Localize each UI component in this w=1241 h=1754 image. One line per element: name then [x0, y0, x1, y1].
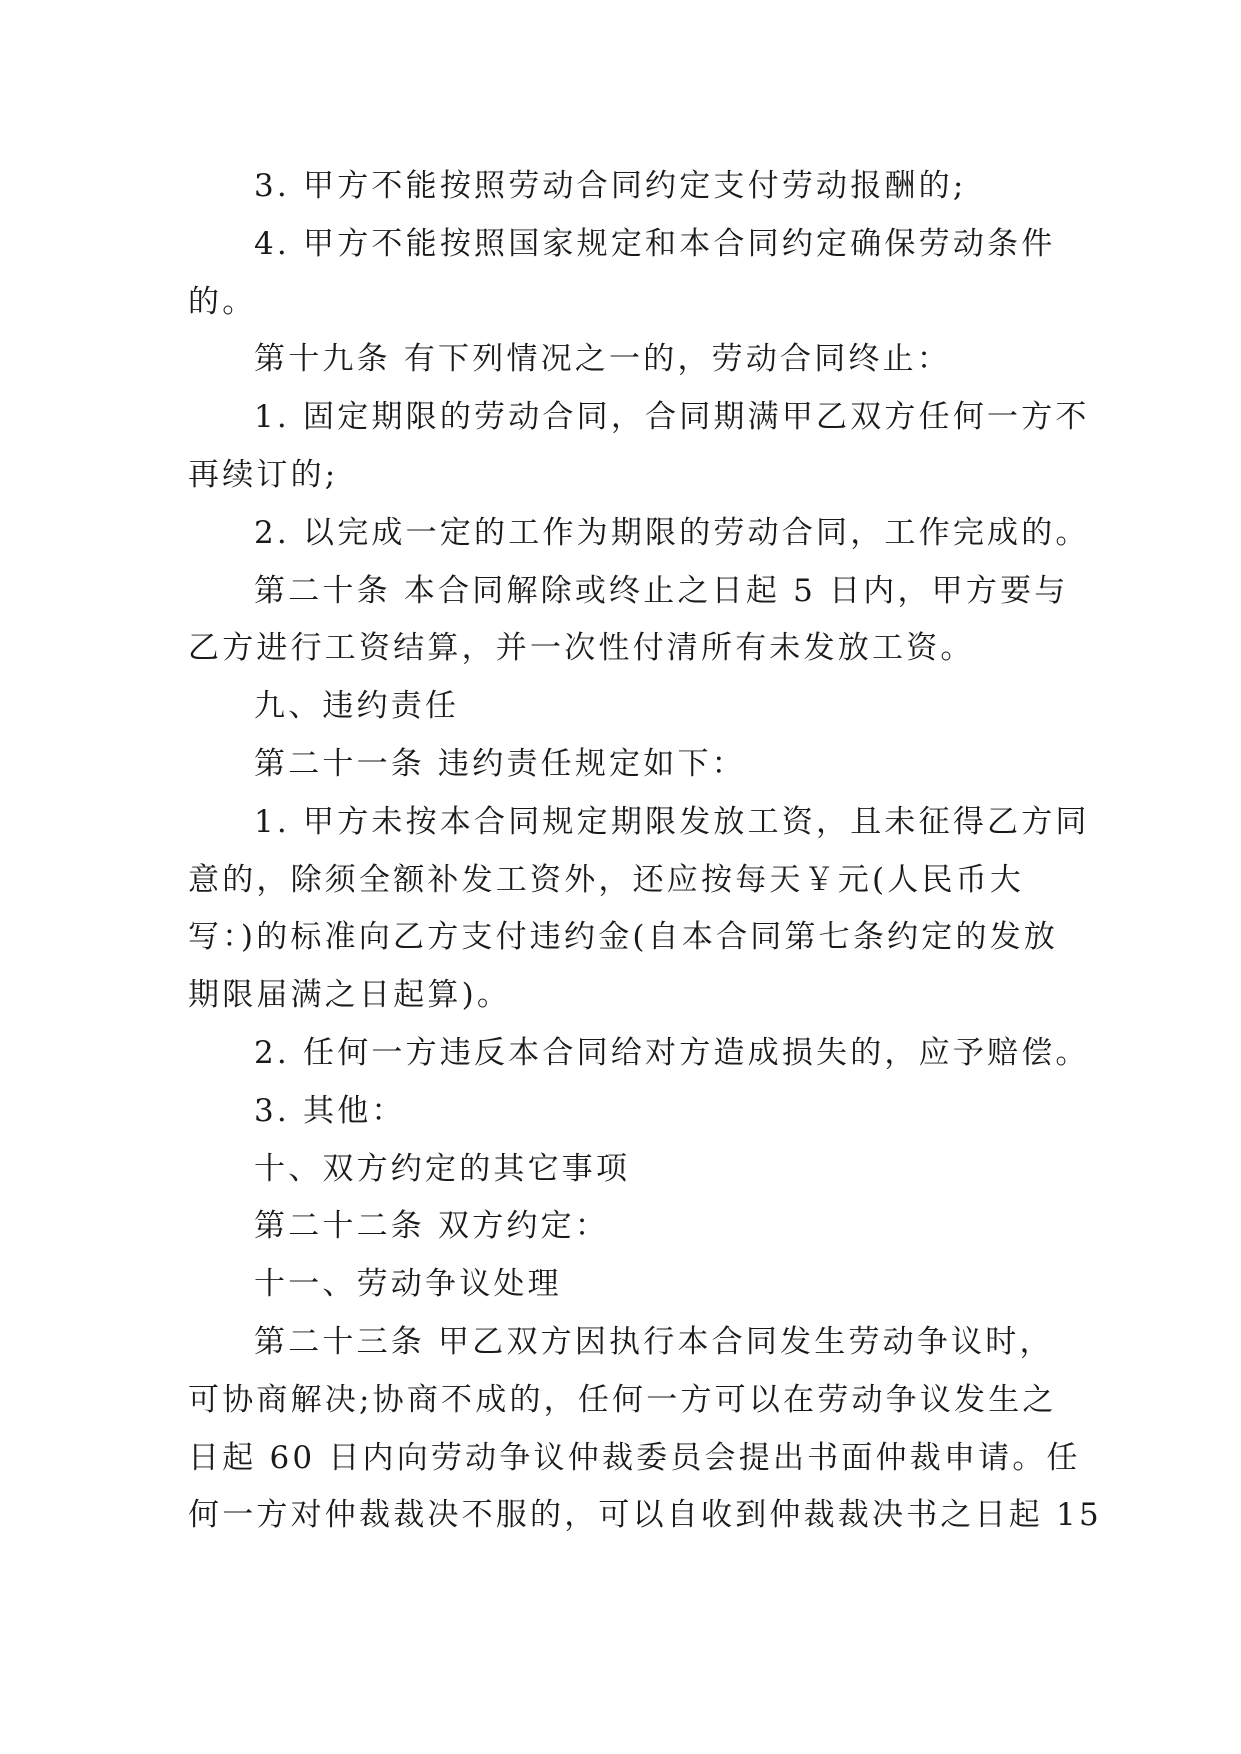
text-line: 的。: [188, 283, 257, 320]
text-line: 乙方进行工资结算，并一次性付清所有未发放工资。: [188, 630, 975, 667]
text-line: 再续订的;: [188, 456, 339, 493]
text-line: 4. 甲方不能按照国家规定和本合同约定确保劳动条件: [254, 225, 1056, 262]
text-line: 期限届满之日起算)。: [188, 977, 512, 1014]
text-line: 3. 甲方不能按照劳动合同约定支付劳动报酬的;: [254, 168, 967, 204]
text-line: 何一方对仲裁裁决不服的，可以自收到仲裁裁决书之日起 15: [188, 1497, 1102, 1534]
text-line: 1. 甲方未按本合同规定期限发放工资，且未征得乙方同: [254, 803, 1090, 840]
document-body: [188, 158, 1102, 1545]
text-line: 第二十二条 双方约定：: [254, 1208, 610, 1245]
text-line: 第二十条 本合同解除或终止之日起 5 日内，甲方要与: [254, 572, 1069, 609]
text-line: 第二十三条 甲乙双方因执行本合同发生劳动争议时，: [254, 1323, 1054, 1360]
text-line: 2. 以完成一定的工作为期限的劳动合同，工作完成的。: [254, 514, 1090, 551]
text-line: 日起 60 日内向劳动争议仲裁委员会提出书面仲裁申请。任: [188, 1439, 1081, 1476]
section-heading: 九、违约责任: [254, 688, 460, 725]
text-line: 可协商解决;协商不成的，任何一方可以在劳动争议发生之: [188, 1381, 1057, 1418]
text-line: 第十九条 有下列情况之一的，劳动合同终止：: [254, 341, 952, 378]
text-line: 第二十一条 违约责任规定如下：: [254, 745, 746, 782]
text-line: 写：)的标准向乙方支付违约金(自本合同第七条约定的发放: [188, 919, 1059, 956]
text-line: 意的，除须全额补发工资外，还应按每天￥元(人民币大: [188, 861, 1025, 898]
text-line: 3. 其他：: [254, 1092, 406, 1129]
section-heading: 十一、劳动争议处理: [254, 1266, 562, 1303]
text-line: 2. 任何一方违反本合同给对方造成损失的，应予赔偿。: [254, 1034, 1090, 1071]
section-heading: 十、双方约定的其它事项: [254, 1150, 631, 1187]
text-line: 1. 固定期限的劳动合同，合同期满甲乙双方任何一方不: [254, 399, 1090, 436]
